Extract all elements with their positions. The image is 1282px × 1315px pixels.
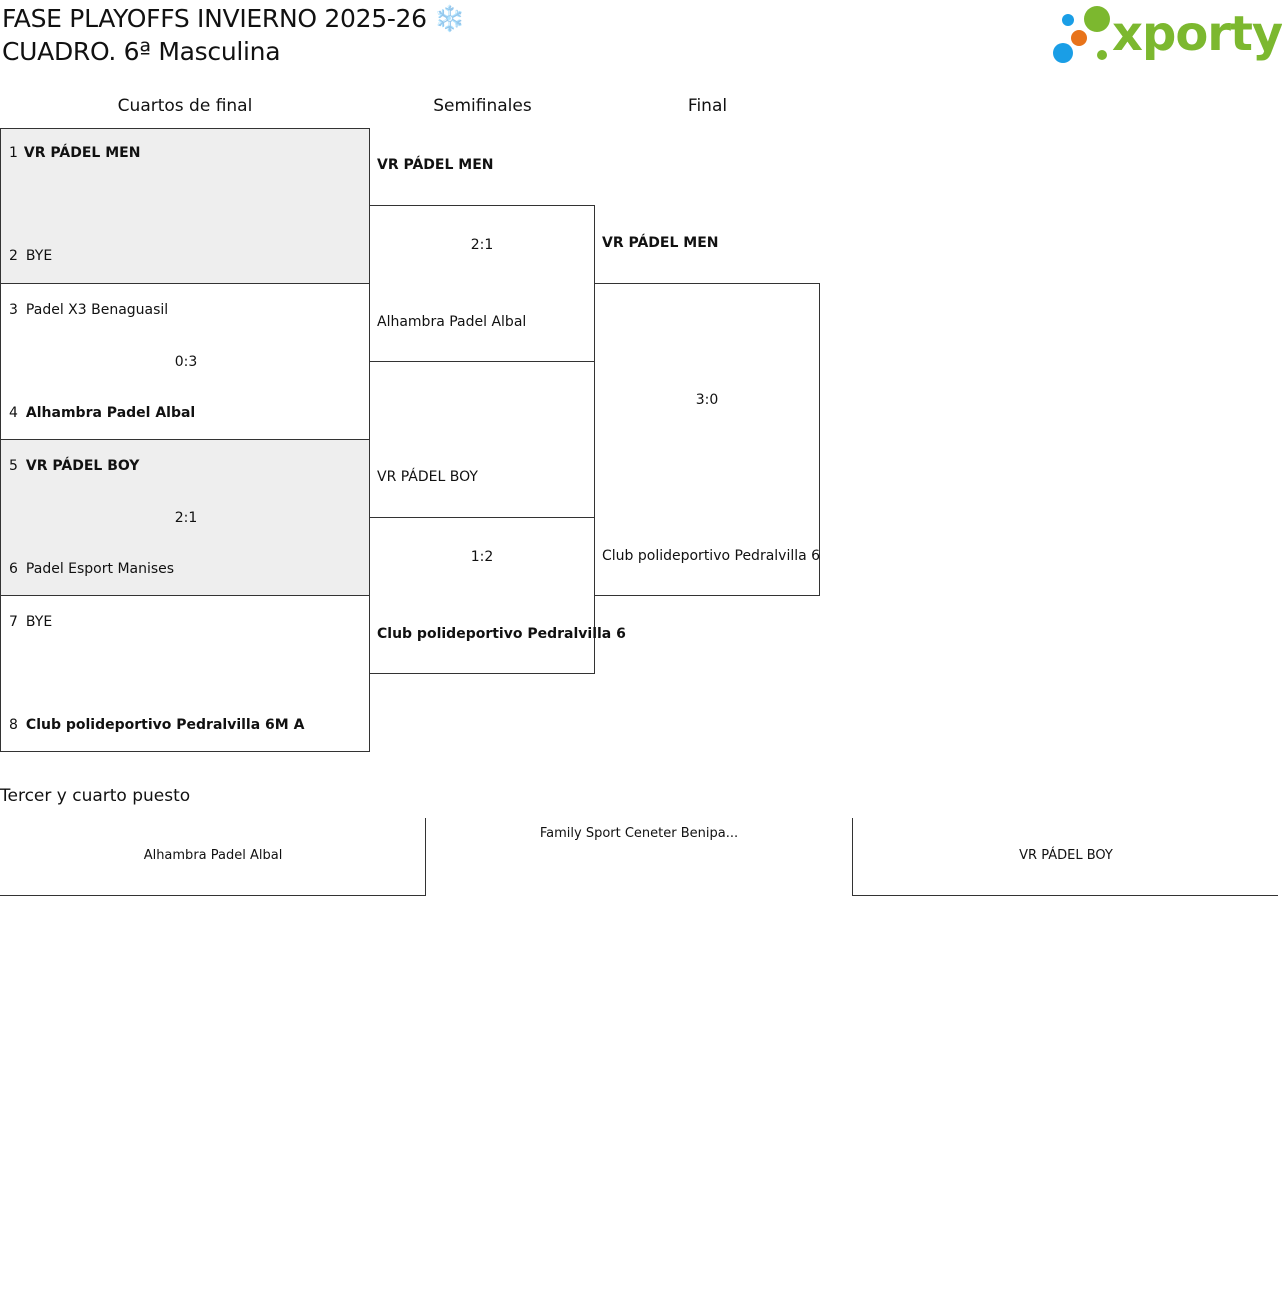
qf4-team-b [9, 717, 304, 733]
third-place-team-right: VR PÁDEL BOY [1019, 848, 1113, 863]
qf3-team-a [9, 458, 139, 474]
match-score: 2:1 [470, 237, 494, 253]
quarterfinal-match-1[interactable] [0, 128, 370, 284]
third-place-left-cell[interactable] [0, 818, 426, 896]
team-name: VR PÁDEL MEN [23, 145, 141, 161]
third-place-middle-text: Family Sport Ceneter Benipa... [539, 826, 739, 841]
third-place-middle-cell [426, 818, 852, 896]
final-team-b: Club polideportivo Pedralvilla 6 [602, 548, 821, 564]
match-score: 2:1 [174, 510, 198, 526]
qf1-team-a [9, 145, 140, 161]
round-header-quarterfinals: Cuartos de final [117, 96, 253, 116]
team-name: VR PÁDEL BOY [25, 458, 140, 474]
title-line-2: CUADRO. 6ª Masculina [2, 37, 281, 66]
semifinal-match-2[interactable] [369, 517, 626, 674]
sf2-team-a: VR PÁDEL BOY [377, 469, 478, 485]
seed-number: 5 [9, 458, 18, 474]
third-place-label: Tercer y cuarto puesto [0, 786, 191, 806]
seed-number: 8 [9, 717, 18, 733]
final-match[interactable] [594, 283, 820, 596]
qf3-team-b [9, 561, 174, 577]
final-team-a: VR PÁDEL MEN [602, 235, 719, 251]
qf1-team-b [9, 248, 52, 264]
seed-number: 4 [9, 405, 18, 421]
team-name: Padel Esport Manises [25, 561, 175, 577]
logo-text: xporty [1112, 6, 1282, 62]
sf1-team-a: VR PÁDEL MEN [377, 157, 494, 173]
third-place-team-left: Alhambra Padel Albal [143, 848, 283, 863]
team-name: Padel X3 Benaguasil [25, 302, 169, 318]
round-header-final: Final [687, 96, 728, 116]
team-name: BYE [25, 248, 53, 264]
third-place-right-cell[interactable] [852, 818, 1278, 896]
semifinal-match-1[interactable] [369, 205, 595, 362]
quarterfinal-match-4[interactable] [0, 595, 370, 752]
team-name: BYE [25, 614, 53, 630]
sf1-team-b: Alhambra Padel Albal [377, 314, 527, 330]
qf2-team-a [9, 302, 168, 318]
qf2-team-b [9, 405, 195, 421]
team-name: Club polideportivo Pedralvilla 6M A [25, 717, 305, 733]
quarterfinal-match-2[interactable] [0, 283, 370, 440]
seed-number: 6 [9, 561, 18, 577]
seed-number: 3 [9, 302, 18, 318]
team-name: Alhambra Padel Albal [25, 405, 196, 421]
match-score: 1:2 [470, 549, 494, 565]
page-title [2, 2, 465, 68]
seed-number: 2 [9, 248, 18, 264]
quarterfinal-match-3[interactable] [0, 439, 370, 596]
match-score: 0:3 [174, 354, 198, 370]
seed-number: 7 [9, 614, 18, 630]
match-score: 3:0 [695, 392, 719, 408]
qf4-team-a [9, 614, 52, 630]
seed-number: 1 [9, 145, 18, 161]
sf2-team-b: Club polideportivo Pedralvilla 6 [377, 626, 626, 642]
round-header-semifinals: Semifinales [433, 96, 532, 116]
title-line-1: FASE PLAYOFFS INVIERNO 2025-26 ❄️ [2, 4, 466, 33]
xporty-logo [1050, 4, 1282, 68]
